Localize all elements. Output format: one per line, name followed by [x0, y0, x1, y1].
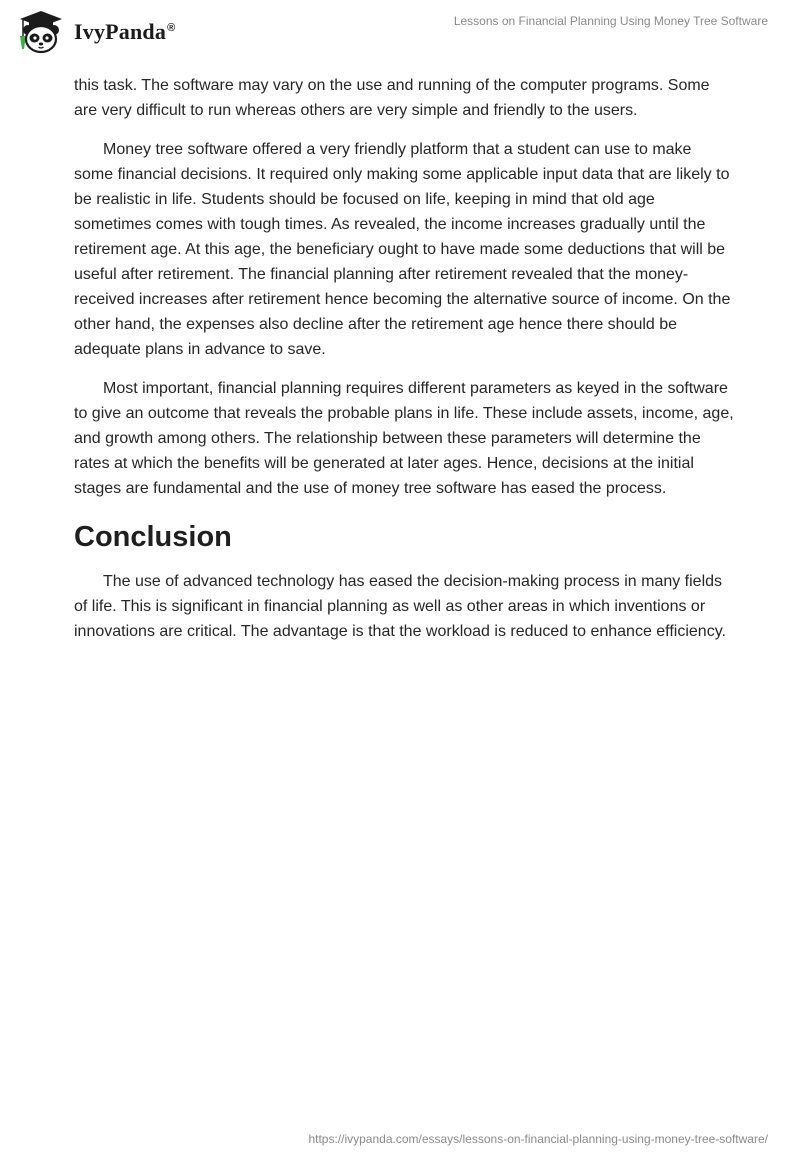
panda-graduate-icon — [14, 9, 68, 55]
paragraph-money-tree: Money tree software offered a very friendly platform that a student can use to make some financial decisions. It required only making some applicable input data that are likely to be realistic in life. Students should be focused on life, keeping in mind that old age sometimes comes with tough times. As revealed, the income increases gradually until the retirement age. At this age, the beneficiary ought to have made some deductions that will be useful after retirement. The financial planning after retirement revealed that the money-received increases after retirement hence becoming the alternative source of income. On the other hand, the expenses also decline after the retirement age hence there should be adequate plans in advance to save. — [74, 141, 731, 358]
page-header — [0, 0, 800, 70]
paragraph-continuation: this task. The software may vary on the use and running of the computer programs. Some are very difficult to run whereas others are very simple and friendly to the users. — [74, 77, 710, 119]
brand-registered-mark: ® — [167, 21, 176, 34]
footer-source-url[interactable]: https://ivypanda.com/essays/lessons-on-financial-planning-using-money-tree-software/ — [308, 1132, 768, 1146]
paragraph-conclusion: The use of advanced technology has eased the decision-making process in many fields of life. This is significant in financial planning as well as other areas in which inventions or innovations are critical. The advantage is that the workload is reduced to enhance efficiency. — [74, 573, 726, 640]
ivypanda-logo[interactable] — [14, 9, 175, 55]
essay-content — [74, 73, 734, 658]
paragraph-parameters: Most important, financial planning requires different parameters as keyed in the software to give an outcome that reveals the probable plans in life. These include assets, income, age, and growth among others. The relationship between these parameters will determine the rates at which the benefits will be generated at later ages. Hence, decisions at the initial stages are fundamental and the use of money tree software has eased the process. — [74, 380, 734, 497]
conclusion-heading: Conclusion — [74, 521, 232, 553]
document-title: Lessons on Financial Planning Using Money Tree Software — [453, 14, 768, 28]
brand-name — [74, 19, 175, 45]
brand-name-text: IvyPanda — [74, 19, 167, 44]
